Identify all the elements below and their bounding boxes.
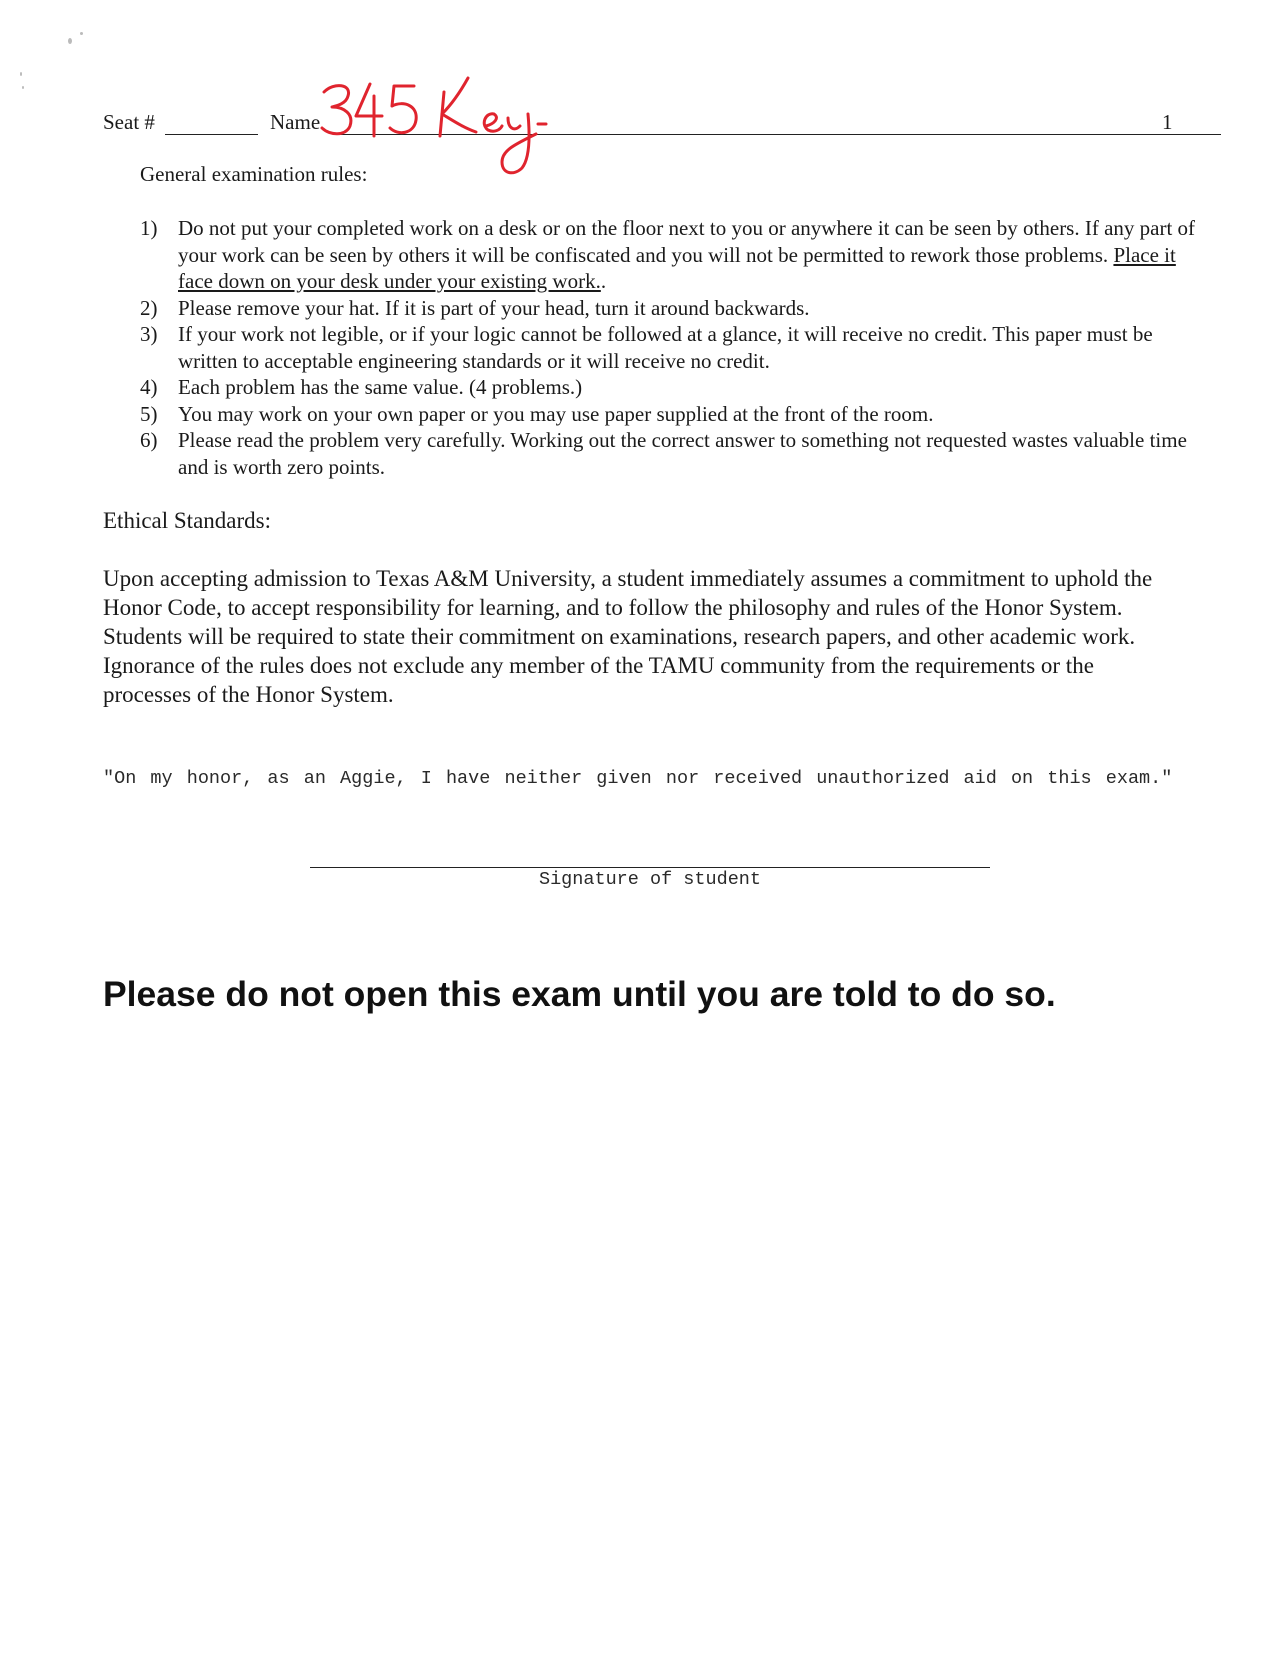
- rule-text-suffix: .: [600, 269, 607, 293]
- rule-number: 4): [140, 375, 158, 399]
- rule-item: [140, 215, 1200, 295]
- exam-header: [103, 108, 1183, 148]
- rule-text: You may work on your own paper or you may use paper supplied at the front of the room.: [178, 401, 934, 426]
- rule-number: 1): [140, 216, 158, 240]
- rule-text: Please read the problem very carefully. Working out the correct answer to something not requested wastes valuable time and is worth zero points.: [178, 428, 1187, 479]
- signature-label: Signature of student: [538, 869, 762, 890]
- rule-number: 2): [140, 295, 158, 320]
- rule-text-underlined: Place it face down on your desk under your existing work.: [178, 242, 1176, 293]
- rule-text: If your work not legible, or if your logic cannot be followed at a glance, it will receive no credit. This paper must be written to acceptable engineering standards or it will receive no credit.: [178, 322, 1153, 373]
- page-number: 1: [1162, 110, 1173, 134]
- rule-text: Please remove your hat. If it is part of your head, turn it around backwards.: [178, 295, 810, 320]
- honor-pledge: "On my honor, as an Aggie, I have neither given nor received unauthorized aid on this exam.": [103, 768, 1173, 789]
- rule-number: 5): [140, 401, 158, 426]
- rule-item: [140, 401, 1200, 428]
- rules-list: [140, 215, 1200, 480]
- honor-code-text: Upon accepting admission to Texas A&M University, a student immediately assumes a commitment to uphold the Honor Code, to accept responsibility for learning, and to follow the philosophy and rules of the Honor System. Students will be required to state their commitment on examinations, research papers, and other academic work. Ignorance of the rules does not exclude any member of the TAMU community from the requirements or the processes of the Honor System.: [103, 566, 1153, 707]
- ethics-heading: Ethical Standards:: [103, 508, 271, 533]
- name-label: Name: [270, 110, 321, 134]
- signature-field[interactable]: [310, 867, 990, 868]
- rule-text: Each problem has the same value. (4 problems.): [178, 375, 583, 399]
- scan-speck: [22, 86, 24, 89]
- rule-number: 6): [140, 428, 158, 452]
- seat-label: Seat #: [103, 110, 155, 134]
- rule-item: [140, 295, 1200, 322]
- rule-item: [140, 427, 1200, 480]
- rule-number: 3): [140, 322, 158, 346]
- rule-item: [140, 321, 1200, 374]
- rule-text: Do not put your completed work on a desk or on the floor next to you or anywhere it can be seen by others. If any part of your work can be seen by others it will be confiscated and you will not be permitted to rework those problems.: [178, 216, 1196, 267]
- seat-number-field[interactable]: [165, 134, 258, 135]
- scan-speck: [68, 38, 72, 44]
- scan-speck: [80, 32, 83, 35]
- rule-item: [140, 374, 1200, 401]
- rules-heading: General examination rules:: [140, 162, 368, 186]
- scan-speck: [20, 72, 22, 76]
- exam-warning: Please do not open this exam until you are told to do so.: [103, 974, 1056, 1014]
